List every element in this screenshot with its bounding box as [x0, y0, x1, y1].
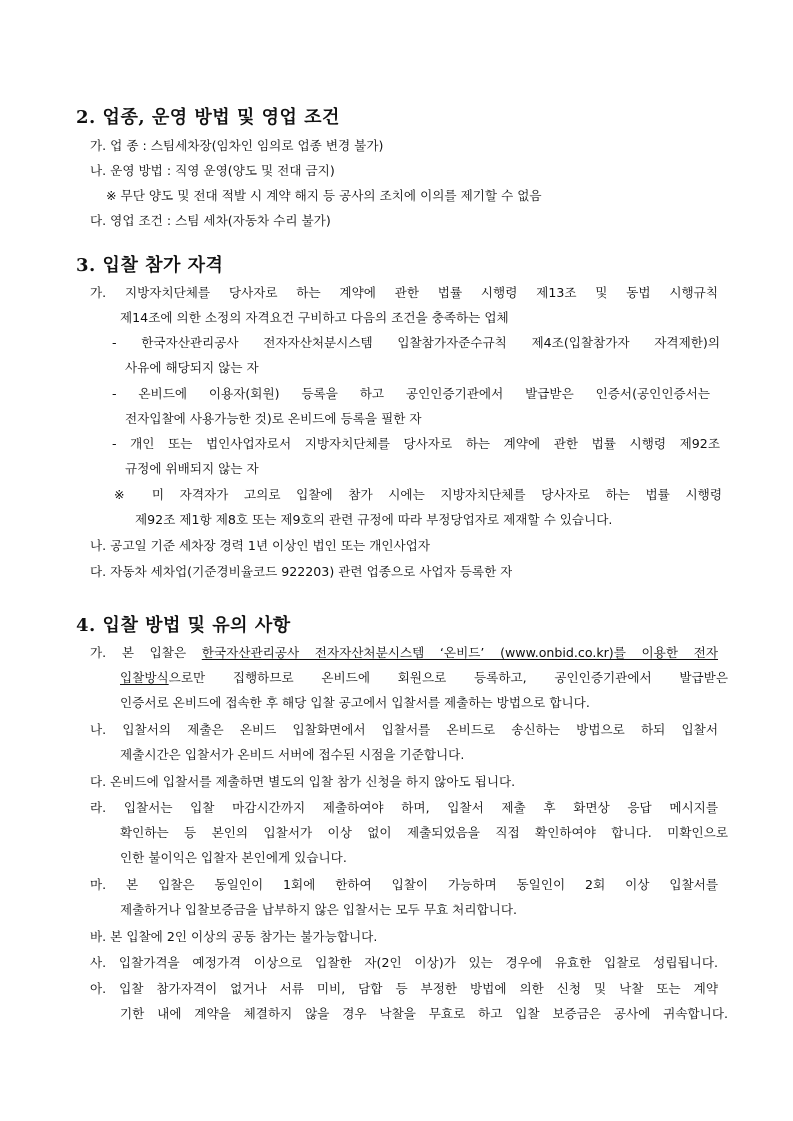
section-4-a-line2: 기한 내에 계약을 체결하지 않을 경우 낙찰을 무효로 하고 입찰 보증금은 공사에 귀속합니다.: [120, 1006, 728, 1021]
section-4-ga-prefix: 가. 본 입찰은: [90, 645, 202, 660]
section-3-sub1-line1: - 한국자산관리공사 전자자산처분시스템 입찰참가자준수규칙 제4조(입찰참가자 자격제한)의: [112, 335, 720, 350]
section-3-ga-line1: 가. 지방자치단체를 당사자로 하는 계약에 관한 법률 시행령 제13조 및 동법 시행규칙: [90, 285, 718, 300]
section-3-item-da: 다. 자동차 세차업(기준경비율코드 922203) 관련 업종으로 사업자 등록한 자: [90, 564, 513, 579]
section-2-heading: 2. 업종, 운영 방법 및 영업 조건: [76, 107, 340, 128]
section-4-heading: 4. 입찰 방법 및 유의 사항: [76, 615, 291, 636]
section-3-item-na: 나. 공고일 기준 세차장 경력 1년 이상인 법인 또는 개인사업자: [90, 538, 431, 553]
section-3-sub3-line2: 규정에 위배되지 않는 자: [125, 461, 259, 476]
section-4-item-da: 다. 온비드에 입찰서를 제출하면 별도의 입찰 참가 신청을 하지 않아도 됩니다.: [90, 774, 516, 789]
section-4-ma-line1: 마. 본 입찰은 동일인이 1회에 한하여 입찰이 가능하며 동일인이 2회 이상 입찰서를: [90, 877, 718, 892]
section-2-item-ga: 가. 업 종 : 스팀세차장(임차인 임의로 업종 변경 불가): [90, 138, 384, 153]
section-4-ra-line2: 확인하는 등 본인의 입찰서가 이상 없이 제출되었음을 직접 확인하여야 합니다. 미확인으로: [120, 825, 728, 840]
onbid-link[interactable]: 한국자산관리공사 전자자산처분시스템 ‘온비드’ (www.onbid.co.kr)를 이용한 전자: [201, 645, 718, 660]
section-4-ma-line2: 제출하거나 입찰보증금을 납부하지 않은 입찰서는 모두 무효 처리합니다.: [120, 902, 517, 917]
section-3-sub1-line2: 사유에 해당되지 않는 자: [125, 360, 259, 375]
bidding-method-link[interactable]: 입찰방식: [120, 670, 169, 685]
section-3-note-line1: ※ 미 자격자가 고의로 입찰에 참가 시에는 지방자치단체를 당사자로 하는 법률 시행령: [114, 487, 722, 502]
section-3-heading: 3. 입찰 참가 자격: [76, 255, 224, 276]
section-3-note-line2: 제92조 제1항 제8호 또는 제9호의 관련 규정에 따라 부정당업자로 제재할 수 있습니다.: [135, 512, 613, 527]
section-2-item-da: 다. 영업 조건 : 스팀 세차(자동차 수리 불가): [90, 213, 331, 228]
section-3-sub2-line1: - 온비드에 이용자(회원) 등록을 하고 공인인증기관에서 발급받은 인증서(공인인증서는: [112, 386, 710, 401]
section-4-ga-line2: [120, 668, 728, 688]
section-3-sub2-line2: 전자입찰에 사용가능한 것)로 온비드에 등록을 필한 자: [125, 411, 422, 426]
section-4-na-line2: 제출시간은 입찰서가 온비드 서버에 접수된 시점을 기준합니다.: [120, 747, 465, 762]
section-4-ga-line1: [90, 643, 718, 663]
section-3-ga-line2: 제14조에 의한 소정의 자격요건 구비하고 다음의 조건을 충족하는 업체: [120, 310, 509, 325]
section-4-ga-rest: 으로만 집행하므로 온비드에 회원으로 등록하고, 공인인증기관에서 발급받은: [168, 670, 728, 685]
section-3-sub3-line1: - 개인 또는 법인사업자로서 지방자치단체를 당사자로 하는 계약에 관한 법률 시행령 제92조: [112, 436, 720, 451]
section-2-note: ※ 무단 양도 및 전대 적발 시 계약 해지 등 공사의 조치에 이의를 제기할 수 없음: [106, 188, 542, 203]
section-4-ga-line3: 인증서로 온비드에 접속한 후 해당 입찰 공고에서 입찰서를 제출하는 방법으로 합니다.: [120, 695, 590, 710]
section-4-na-line1: 나. 입찰서의 제출은 온비드 입찰화면에서 입찰서를 온비드로 송신하는 방법으로 하되 입찰서: [90, 722, 718, 737]
section-2-item-na: 나. 운영 방법 : 직영 운영(양도 및 전대 금지): [90, 163, 335, 178]
section-4-item-sa: 사. 입찰가격을 예정가격 이상으로 입찰한 자(2인 이상)가 있는 경우에 유효한 입찰로 성립됩니다.: [90, 955, 718, 970]
section-4-item-ba: 바. 본 입찰에 2인 이상의 공동 참가는 불가능합니다.: [90, 929, 378, 944]
section-4-ra-line1: 라. 입찰서는 입찰 마감시간까지 제출하여야 하며, 입찰서 제출 후 화면상 응답 메시지를: [90, 800, 718, 815]
section-4-ra-line3: 인한 불이익은 입찰자 본인에게 있습니다.: [120, 850, 347, 865]
section-4-a-line1: 아. 입찰 참가자격이 없거나 서류 미비, 담합 등 부정한 방법에 의한 신청 및 낙찰 또는 계약: [90, 981, 718, 996]
